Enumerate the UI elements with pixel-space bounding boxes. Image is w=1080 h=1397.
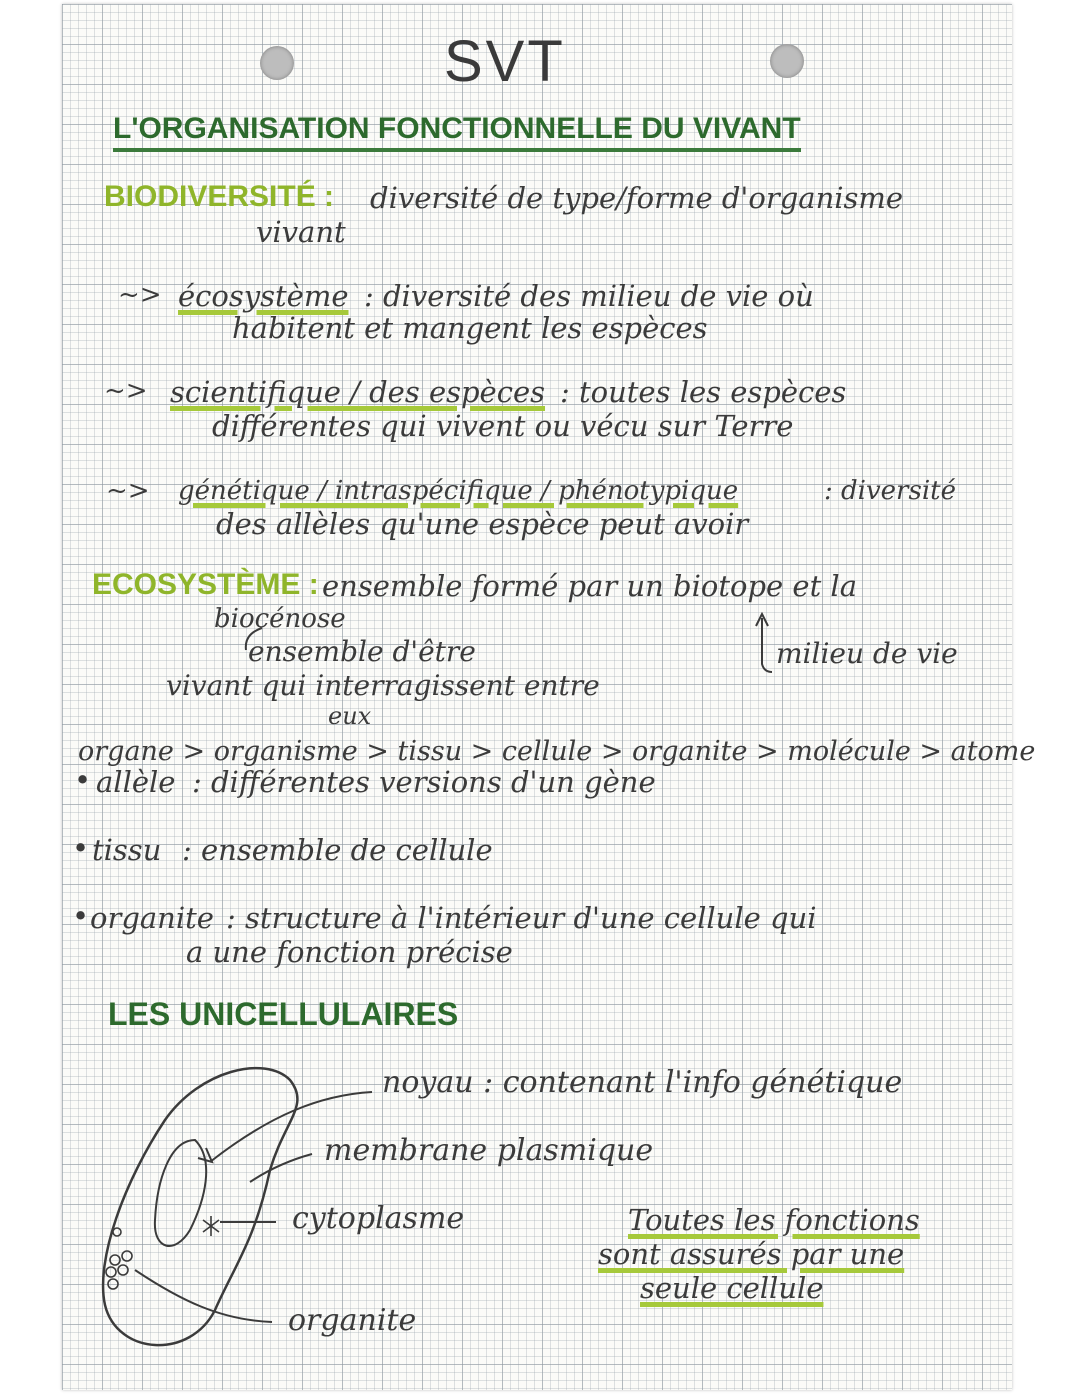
biocenose-definition-line3: eux [328, 702, 372, 730]
ecosysteme-definition-line2: habitent et mangent les espèces [232, 311, 708, 345]
organite-label: organite [288, 1303, 417, 1338]
genetique-definition-line2: des allèles qu'une espèce peut avoir [216, 507, 749, 541]
page-title: SVT [444, 29, 566, 94]
hierarchy-line: organe > organisme > tissu > cellule > organite > molécule > atome [78, 736, 1036, 767]
ecosysteme-heading-term: ECOSYSTÈME [92, 568, 301, 601]
allele-definition: : différentes versions d'un gène [192, 765, 656, 799]
especes-definition-line2: différentes qui vivent ou vécu sur Terre [212, 409, 794, 443]
arrow-icon: ~> [106, 476, 150, 506]
biocenose-word: biocénose [214, 604, 346, 634]
biodiversite-definition-line1: diversité de type/forme d'organisme [370, 181, 904, 215]
bullet-dot: • [72, 899, 90, 933]
organite-definition-line1: : structure à l'intérieur d'une cellule qui [226, 901, 817, 935]
biotope-note: milieu de vie [776, 637, 958, 670]
arrow-icon: ~> [118, 280, 162, 310]
biocenose-definition-line1: ensemble d'être [248, 635, 476, 668]
note-line3: seule cellule [640, 1271, 824, 1305]
cytoplasme-label: cytoplasme [292, 1201, 465, 1236]
biodiversite-term: BIODIVERSITÉ [104, 180, 316, 213]
genetique-definition-line1: : diversité [824, 476, 956, 506]
biodiversite-definition-line2: vivant [256, 215, 346, 249]
ecosysteme-definition-line1: : diversité des milieu de vie où [364, 279, 814, 313]
tissu-definition: : ensemble de cellule [182, 833, 493, 867]
bullet-dot: • [74, 763, 92, 797]
especes-term: scientifique / des espèces [170, 375, 546, 409]
especes-definition-line1: : toutes les espèces [560, 375, 847, 409]
ecosysteme-term: écosystème [178, 279, 349, 313]
organite-definition-line2: a une fonction précise [186, 935, 513, 969]
ecosysteme-definition: ensemble formé par un biotope et la [322, 569, 857, 603]
bullet-dot: • [72, 831, 90, 865]
membrane-label: membrane plasmique [324, 1133, 654, 1168]
arrow-icon: ~> [104, 376, 148, 406]
biodiversite-colon: : [324, 180, 335, 213]
tissu-term: tissu [92, 833, 162, 867]
biocenose-definition-line2: vivant qui interragissent entre [166, 669, 600, 702]
genetique-term: génétique / intraspécifique / phénotypique [178, 476, 739, 506]
note-line1: Toutes les fonctions [628, 1203, 920, 1237]
page-subtitle: L'ORGANISATION FONCTIONNELLE DU VIVANT [113, 112, 801, 152]
unicellulaires-heading: LES UNICELLULAIRES [108, 996, 459, 1032]
note-line2: sont assurés par une [598, 1237, 905, 1271]
noyau-label: noyau : contenant l'info génétique [382, 1065, 903, 1100]
allele-term: allèle [96, 765, 176, 799]
ecosysteme-heading-colon: : [308, 568, 319, 601]
organite-term: organite [90, 901, 214, 935]
